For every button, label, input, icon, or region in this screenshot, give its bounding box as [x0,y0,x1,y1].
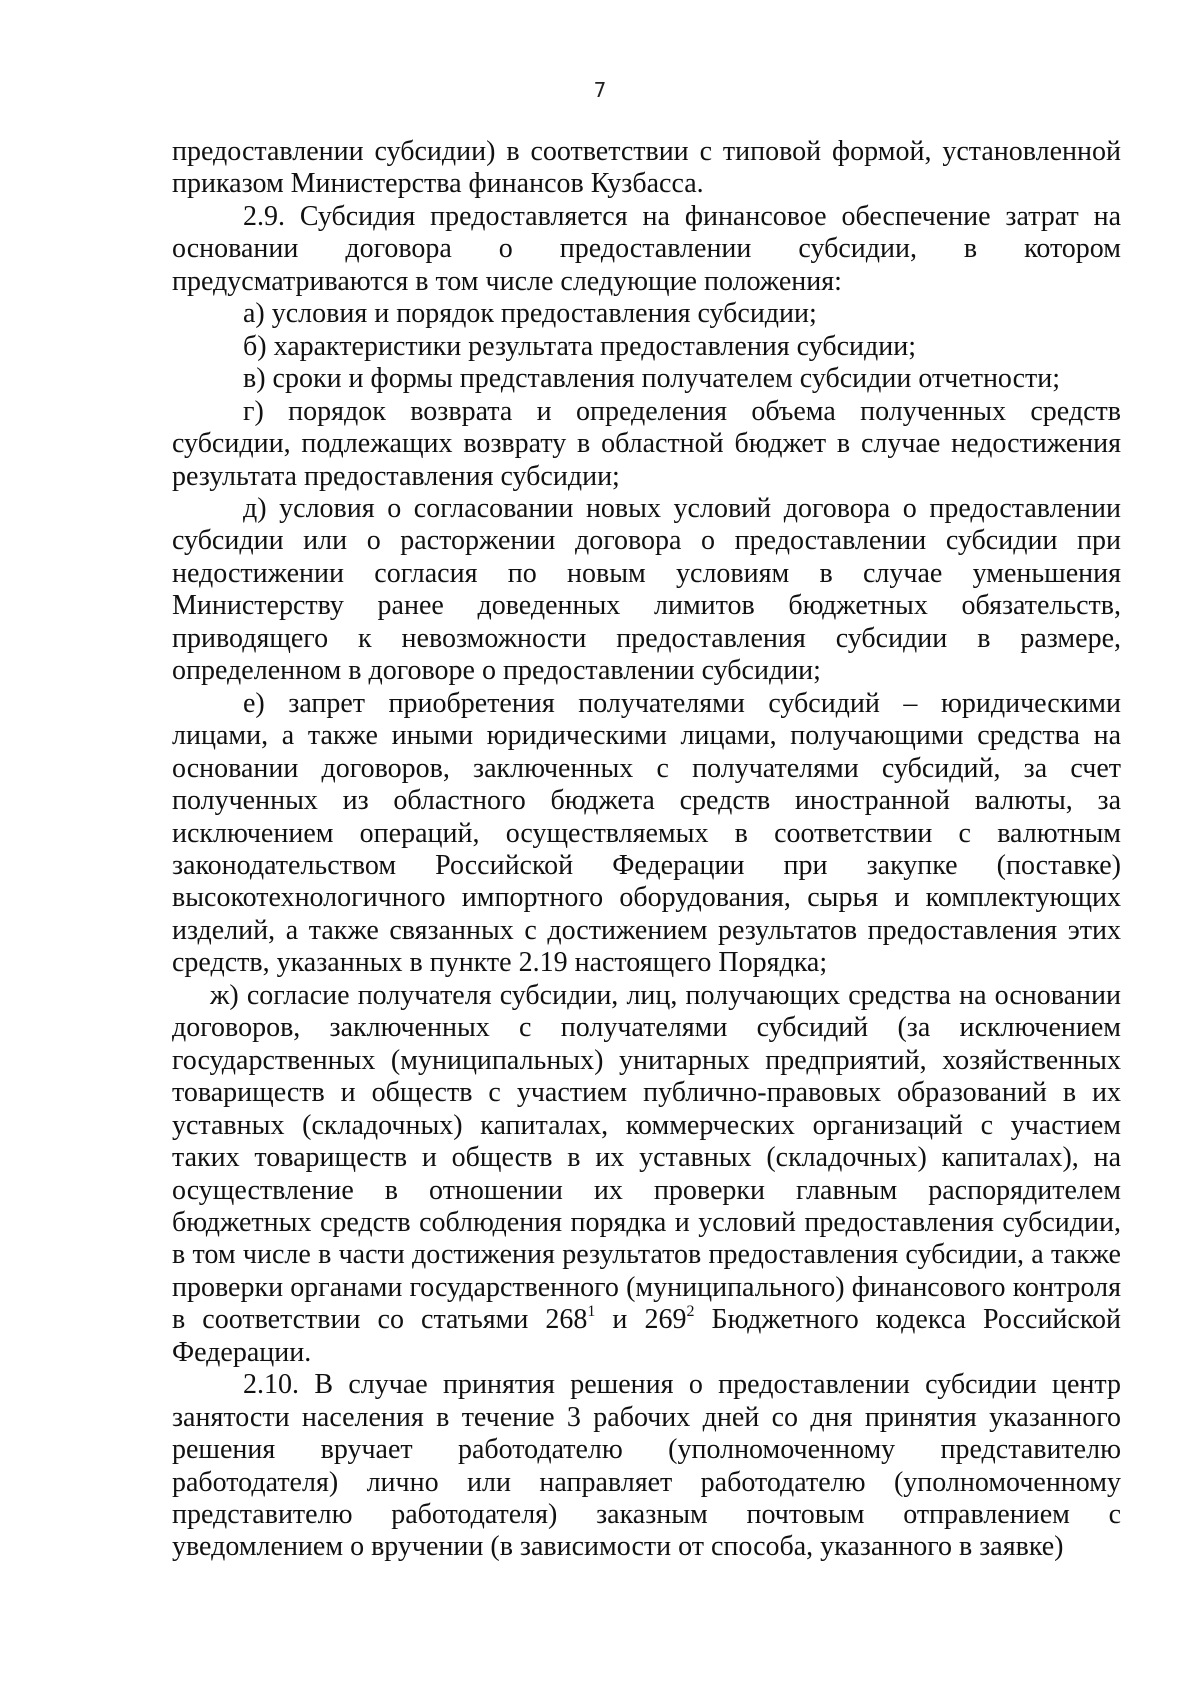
document-body [172,136,1121,1564]
list-item-zh-text-a: ж) согласие получателя субсидии, лиц, получающих средства на основании договоров, заключенных с получателями субсидий (за исключением государственных (муниципальных) унитарных предприятий, хозяйственных товариществ и обществ с участием публично-правовых образований в их уставных (складочных) капиталах, коммерческих организаций с участием таких товариществ и обществ в их уставных (складочных) капиталах), на осуществление в отношении их проверки главным распорядителем бюджетных средств соблюдения порядка и условий предоставления субсидии, в том числе в части достижения результатов предоставления субсидии, а также проверки органами государственного (муниципального) финансового контроля в соответствии со статьями 268 [172,979,1121,1336]
list-item-e: е) запрет приобретения получателями субсидий – юридическими лицами, а также иными юридическими лицами, получающими средства на основании договоров, заключенных с получателями субсидий, за счет полученных из областного бюджета средств иностранной валюты, за исключением операций, осуществляемых в соответствии с валютным законодательством Российской Федерации при закупке (поставке) высокотехнологичного импортного оборудования, сырья и комплектующих изделий, а также связанных с достижением результатов предоставления этих средств, указанных в пункте 2.19 настоящего Порядка; [172,687,1121,979]
list-item-a: а) условия и порядок предоставления субсидии; [243,298,817,330]
list-item-zh-text-c: Бюджетного кодекса Российской Федерации. [172,1304,1122,1368]
paragraph-2-9: 2.9. Субсидия предоставляется на финансовое обеспечение затрат на основании договора о предоставлении субсидии, в котором предусматриваются в том числе следующие положения: [172,200,1121,297]
paragraph-continuation: предоставлении субсидии) в соответствии с типовой формой, установленной приказом Министерства финансов Кузбасса. [172,136,1121,200]
list-item-zh [172,980,1121,1369]
list-item-b: б) характеристики результата предоставления субсидии; [243,330,917,362]
list-item-v: в) сроки и формы представления получателем субсидии отчетности; [243,363,1061,395]
superscript-1: 1 [587,1303,596,1321]
list-item-g: г) порядок возврата и определения объема полученных средств субсидии, подлежащих возврату в областной бюджет в случае недостижения результата предоставления субсидии; [172,395,1121,492]
page-number: 7 [593,78,607,102]
superscript-2: 2 [686,1303,695,1321]
paragraph-2-10: 2.10. В случае принятия решения о предоставлении субсидии центр занятости населения в течение 3 рабочих дней со дня принятия указанного решения вручает работодателю (уполномоченному представителю работодателя) лично или направляет работодателю (уполномоченному представителю работодателя) заказным почтовым отправлением с уведомлением о вручении (в зависимости от способа, указанного в заявке) [172,1369,1121,1563]
list-item-d: д) условия о согласовании новых условий договора о предоставлении субсидии или о расторжении договора о предоставлении субсидии при недостижении согласия по новым условиям в случае уменьшения Министерству ранее доведенных лимитов бюджетных обязательств, приводящего к невозможности предоставления субсидии в размере, определенном в договоре о предоставлении субсидии; [172,492,1121,687]
list-item-zh-text-b: и 269 [595,1304,687,1336]
